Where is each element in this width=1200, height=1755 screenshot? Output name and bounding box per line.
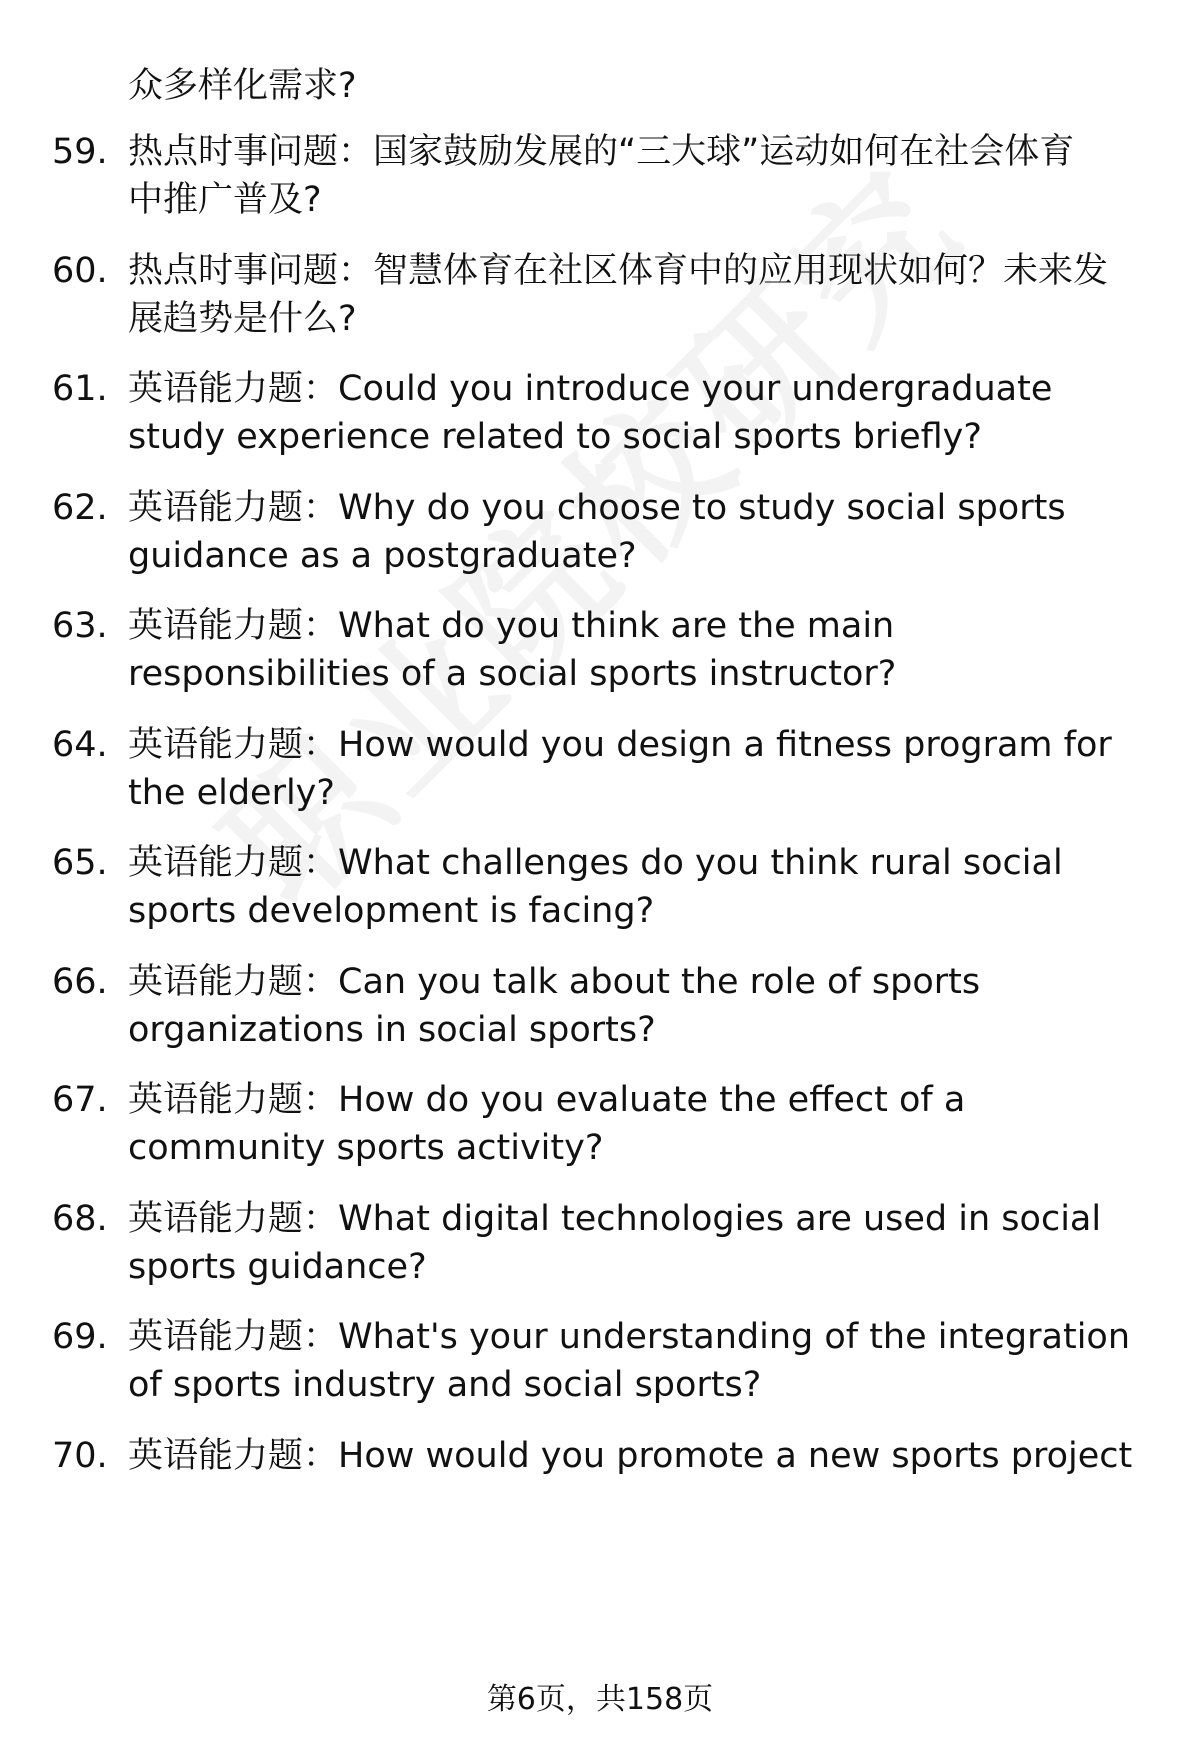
question-line-text: 中推广普及? [128, 180, 322, 220]
question-line-text: guidance as a postgraduate? [128, 536, 637, 576]
question-line [128, 1195, 1148, 1243]
question-line [128, 1432, 1148, 1480]
question-category: 热点时事问题： [128, 251, 374, 291]
question-category: 英语能力题： [128, 1436, 339, 1476]
question-number: 63. [52, 606, 108, 646]
question-line [128, 839, 1148, 887]
question-line [128, 1243, 1148, 1291]
question-line [128, 650, 1148, 698]
question-line-text: of sports industry and social sports? [128, 1365, 762, 1405]
question-line-text: What digital technologies are used in social [338, 1199, 1102, 1239]
question-line-text: sports guidance? [128, 1247, 427, 1287]
question-category: 英语能力题： [128, 369, 339, 409]
question-text [128, 1076, 1148, 1172]
question-line-text: How would you promote a new sports project [338, 1436, 1133, 1476]
question-line-text: community sports activity? [128, 1128, 604, 1168]
question-category: 英语能力题： [128, 962, 339, 1002]
question-category: 英语能力题： [128, 1199, 339, 1239]
question-line-text: How do you evaluate the effect of a [338, 1080, 966, 1120]
question-category: 英语能力题： [128, 843, 339, 883]
question-line-text: Could you introduce your undergraduate [338, 369, 1053, 409]
question-number: 62. [52, 488, 108, 528]
question-number: 61. [52, 369, 108, 409]
question-line-text: 展趋势是什么? [128, 299, 357, 339]
continued-question-text: 众多样化需求? [128, 66, 357, 106]
question-category: 热点时事问题： [128, 132, 374, 172]
question-line [128, 484, 1148, 532]
question-number: 70. [52, 1436, 108, 1476]
question-line [128, 128, 1148, 176]
question-line [128, 887, 1148, 935]
question-line [128, 365, 1148, 413]
question-line-text: organizations in social sports? [128, 1010, 656, 1050]
question-line [128, 532, 1148, 580]
question-line [128, 1006, 1148, 1054]
question-text [128, 1432, 1148, 1480]
question-line-text: Why do you choose to study social sports [338, 488, 1066, 528]
question-line-text: 智慧体育在社区体育中的应用现状如何？未来发 [373, 251, 1109, 291]
question-number: 68. [52, 1199, 108, 1239]
question-line-text: 国家鼓励发展的“三大球”运动如何在社会体育 [373, 132, 1075, 172]
question-line [128, 721, 1148, 769]
question-text [128, 1313, 1148, 1409]
question-number: 65. [52, 843, 108, 883]
question-line-text: What do you think are the main [338, 606, 895, 646]
question-text [128, 128, 1148, 224]
question-line-text: sports development is facing? [128, 891, 655, 931]
question-line [128, 247, 1148, 295]
question-number: 60. [52, 251, 108, 291]
question-line-text: What challenges do you think rural social [338, 843, 1063, 883]
question-text [128, 1195, 1148, 1291]
question-text [128, 958, 1148, 1054]
question-line [128, 602, 1148, 650]
question-line [128, 958, 1148, 1006]
question-line [128, 1076, 1148, 1124]
question-number: 67. [52, 1080, 108, 1120]
question-number: 59. [52, 132, 108, 172]
question-text [128, 721, 1148, 817]
question-line [128, 413, 1148, 461]
question-line-text: What's your understanding of the integration [338, 1317, 1131, 1357]
question-text [128, 365, 1148, 461]
question-category: 英语能力题： [128, 725, 339, 765]
question-number: 66. [52, 962, 108, 1002]
question-category: 英语能力题： [128, 488, 339, 528]
question-text [128, 247, 1148, 343]
question-line-text: responsibilities of a social sports instructor? [128, 654, 897, 694]
question-category: 英语能力题： [128, 1080, 339, 1120]
question-line [128, 176, 1148, 224]
question-number: 64. [52, 725, 108, 765]
question-text [128, 839, 1148, 935]
question-category: 英语能力题： [128, 1317, 339, 1357]
question-line [128, 1124, 1148, 1172]
question-line-text: How would you design a fitness program for [338, 725, 1112, 765]
question-line-text: Can you talk about the role of sports [338, 962, 981, 1002]
question-text [128, 484, 1148, 580]
page-footer: 第6页，共158页 [486, 1682, 714, 1717]
question-line [128, 769, 1148, 817]
question-line [128, 1313, 1148, 1361]
question-category: 英语能力题： [128, 606, 339, 646]
question-line-text: the elderly? [128, 773, 335, 813]
question-line [128, 1361, 1148, 1409]
question-number: 69. [52, 1317, 108, 1357]
question-line-text: study experience related to social sports briefly? [128, 417, 982, 457]
question-line [128, 295, 1148, 343]
question-text [128, 602, 1148, 698]
